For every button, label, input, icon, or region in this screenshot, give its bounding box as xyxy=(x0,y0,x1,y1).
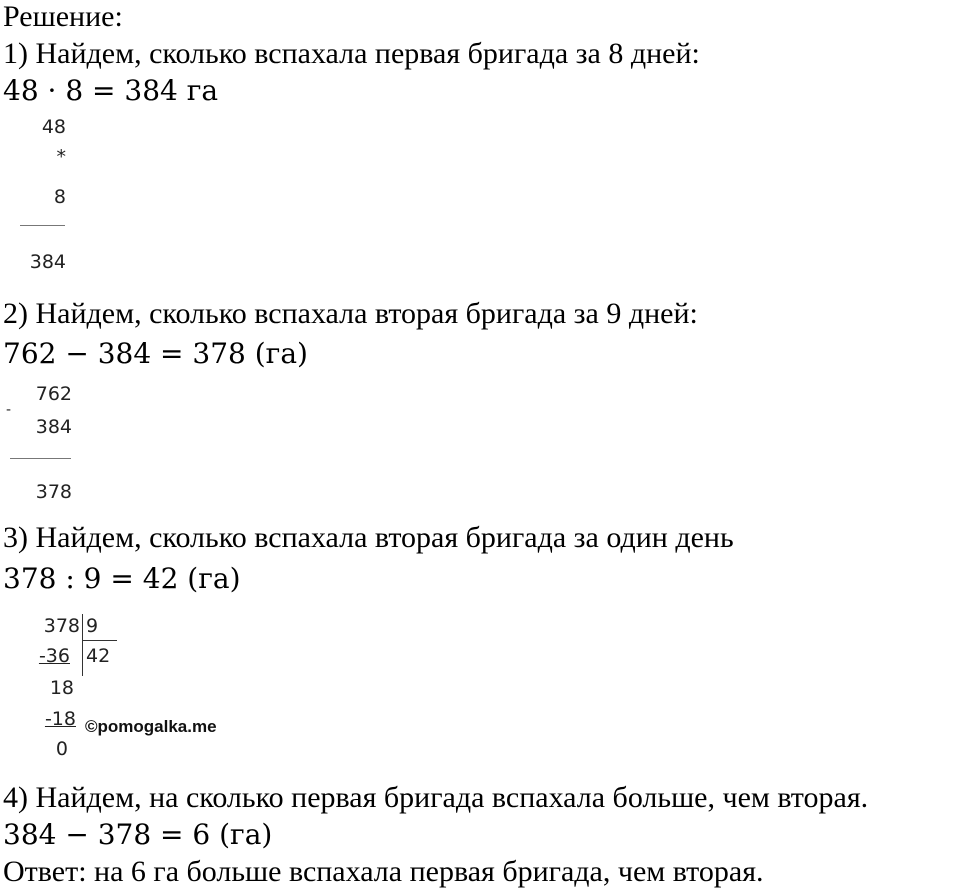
column-bottom-number: 8 xyxy=(53,186,66,208)
column-operator: - xyxy=(6,402,12,418)
division-divisor-rule xyxy=(83,640,117,641)
step1-text: 1) Найдем, сколько вспахала первая бригада за 8 дней: xyxy=(3,37,700,70)
column-rule xyxy=(20,225,65,226)
step3-formula: 378 : 9 = 42 (га) xyxy=(3,562,241,595)
step3-text: 3) Найдем, сколько вспахала вторая бригада за один день xyxy=(3,521,734,554)
answer-text: Ответ: на 6 га больше вспахала первая бригада, чем вторая. xyxy=(3,855,764,888)
division-remainder-2: 0 xyxy=(55,738,68,760)
step4-text: 4) Найдем, на сколько первая бригада вспахала больше, чем вторая. xyxy=(3,781,869,814)
division-remainder-1: 18 xyxy=(49,677,74,699)
division-quotient: 42 xyxy=(86,645,111,667)
solution-heading: Решение: xyxy=(3,0,123,33)
column-top-number: 48 xyxy=(41,116,66,138)
column-top-number: 762 xyxy=(35,383,72,405)
division-dividend: 378 xyxy=(43,615,80,637)
division-subtrahend-1: -36 xyxy=(38,645,70,667)
column-operator: * xyxy=(56,146,66,168)
column-result: 378 xyxy=(35,481,72,503)
column-rule xyxy=(10,458,71,459)
step2-text: 2) Найдем, сколько вспахала вторая бригада за 9 дней: xyxy=(3,297,698,330)
division-subtrahend-2: -18 xyxy=(44,708,76,730)
column-bottom-number: 384 xyxy=(35,416,72,438)
step2-formula: 762 − 384 = 378 (га) xyxy=(3,337,308,370)
column-result: 384 xyxy=(29,251,66,273)
division-vertical-rule xyxy=(82,614,83,676)
step1-formula: 48 · 8 = 384 га xyxy=(3,74,219,107)
step4-formula: 384 − 378 = 6 (га) xyxy=(3,818,273,851)
division-divisor: 9 xyxy=(86,615,99,637)
watermark-text: ©pomogalka.me xyxy=(85,717,217,736)
